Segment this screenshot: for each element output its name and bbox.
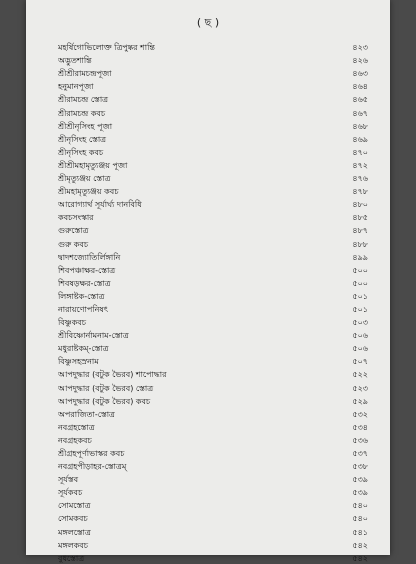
- toc-entry-title: শ্রীরামচন্দ্র স্তোত্র: [58, 95, 109, 105]
- toc-entry: [58, 276, 368, 289]
- toc-entry-title: অদ্ভুতশান্তি: [58, 56, 92, 66]
- toc-entry-title: নবগ্রহকবচ: [58, 435, 92, 445]
- toc-entry: [58, 250, 368, 263]
- toc-entry-title: সোমকবচ: [58, 514, 88, 524]
- toc-entry: [58, 223, 368, 236]
- toc-entry: [58, 184, 368, 197]
- toc-entry-page: ৫২২: [352, 370, 368, 380]
- toc-entry: [58, 145, 368, 158]
- toc-entry: [58, 236, 368, 249]
- toc-entry-page: ৪৮০: [352, 200, 368, 210]
- toc-entry-title: শ্রীশ্রীরামচন্দ্রপূজা: [58, 69, 112, 79]
- toc-entry-page: ৫৪২: [352, 553, 368, 563]
- toc-entry-title: গুরুস্তোত্র: [58, 226, 89, 236]
- toc-entry-page: ৫৩৪: [352, 422, 368, 432]
- toc-entry-title: শ্রীগ্রহপূর্ণাভাস্কর কবচ: [58, 449, 125, 458]
- toc-entry: [58, 538, 368, 551]
- toc-entry-page: ৫৩৯: [352, 475, 368, 485]
- toc-entry-title: শ্রীশ্রীনৃসিংহ পূজা: [58, 121, 113, 131]
- toc-entry: [58, 158, 368, 171]
- toc-entry-page: ৪৯৯: [352, 252, 368, 262]
- toc-entry-page: ৫২৯: [352, 396, 368, 406]
- toc-entry: [58, 433, 368, 446]
- toc-entry-page: ৫৪০: [352, 501, 368, 511]
- toc-entry: [58, 66, 368, 79]
- toc-entry-page: ৪৬৮: [352, 121, 368, 131]
- toc-entry-title: বুধস্তোত্র: [58, 553, 85, 563]
- table-of-contents: [58, 40, 368, 564]
- toc-entry-title: শ্রীনৃসিংহ স্তোত্র: [58, 134, 107, 144]
- toc-entry-title: শ্রীমহামৃত্যুঞ্জয় কবচ: [58, 187, 119, 197]
- toc-entry: [58, 485, 368, 498]
- toc-entry: [58, 302, 368, 315]
- toc-entry-title: সূর্যকবচ: [58, 488, 83, 498]
- toc-entry-title: আরোগ্যার্থ সূর্যার্ঘ্য দানবিধি: [58, 200, 142, 210]
- toc-entry-page: ৪২৩: [352, 43, 368, 53]
- toc-entry-page: ৫৪০: [352, 514, 368, 524]
- toc-entry: [58, 132, 368, 145]
- toc-entry-title: মঙ্গলকবচ: [58, 540, 89, 550]
- toc-entry: [58, 79, 368, 92]
- toc-entry: [58, 40, 368, 53]
- toc-entry-title: শিবপঞ্চাক্ষর-স্তোত্র: [58, 265, 116, 275]
- toc-entry-title: সূর্যস্তব: [58, 475, 79, 485]
- toc-entry-title: নারায়ণোপনিষৎ: [58, 304, 109, 314]
- toc-entry-title: আপদুদ্ধার (বটুক ভৈরব) স্তোত্র: [58, 383, 154, 393]
- book-page: [26, 0, 390, 563]
- toc-entry: [58, 498, 368, 511]
- toc-entry: [58, 210, 368, 223]
- toc-entry: [58, 446, 368, 459]
- toc-entry-title: নবগ্রহপীড়াহর-স্তোত্রম্: [58, 462, 127, 472]
- toc-entry-page: ৫৪২: [352, 540, 368, 550]
- toc-entry-page: ৫২৩: [352, 383, 368, 393]
- toc-entry-page: ৫৩৭: [352, 449, 368, 458]
- toc-entry: [58, 263, 368, 276]
- toc-entry-page: ৪৭৮: [352, 187, 368, 197]
- toc-entry-page: ৪৬৪: [352, 82, 368, 92]
- toc-entry: [58, 459, 368, 472]
- toc-entry-page: ৫৩২: [352, 409, 368, 419]
- toc-entry-page: ৫৩৬: [352, 435, 368, 445]
- toc-entry: [58, 420, 368, 433]
- toc-entry: [58, 53, 368, 66]
- toc-entry: [58, 367, 368, 380]
- toc-entry-page: ৫০১: [352, 304, 368, 314]
- toc-entry-page: ৫০৩: [352, 318, 368, 328]
- toc-entry-page: ৫০১: [352, 291, 368, 301]
- toc-entry-title: শ্রীবিষ্ণোর্নামনাম-স্তোত্র: [58, 331, 129, 341]
- toc-entry-page: ৪৬৫: [352, 95, 368, 105]
- toc-entry: [58, 524, 368, 537]
- toc-entry-page: ৪৬৩: [352, 69, 368, 79]
- toc-entry-title: শ্রীরামচন্দ্র কবচ: [58, 108, 106, 118]
- toc-entry: [58, 92, 368, 105]
- toc-entry-title: নবগ্রহস্তোত্র: [58, 422, 95, 432]
- toc-entry-title: শ্রীমৃত্যুঞ্জয় স্তোত্র: [58, 174, 111, 184]
- toc-entry: [58, 511, 368, 524]
- toc-entry-page: ৫০৬: [352, 344, 368, 354]
- toc-entry: [58, 171, 368, 184]
- toc-entry-page: ৪৭০: [352, 147, 368, 157]
- toc-entry-page: ৪২৬: [352, 56, 368, 66]
- toc-entry-title: শ্রীনৃসিংহ কবচ: [58, 147, 104, 157]
- toc-entry: [58, 354, 368, 367]
- toc-entry: [58, 341, 368, 354]
- toc-entry: [58, 289, 368, 302]
- toc-entry-title: অপরাজিতা-স্তোত্র: [58, 409, 115, 419]
- toc-entry-page: ৪৮৫: [352, 213, 368, 223]
- toc-entry-title: দ্বাদশজ্যোতির্লিঙ্গানি: [58, 252, 121, 262]
- toc-entry-page: ৪৮৭: [352, 226, 368, 236]
- toc-entry-page: ৪৬৯: [352, 134, 368, 144]
- toc-entry-page: ৫৩৯: [352, 488, 368, 498]
- toc-entry: [58, 407, 368, 420]
- toc-entry: [58, 551, 368, 564]
- toc-entry-page: ৫০০: [352, 278, 368, 288]
- toc-entry-title: আপদুদ্ধার (বটুক ভৈরব) শাপোদ্ধার: [58, 370, 167, 380]
- toc-entry-page: ৫৩৮: [352, 462, 368, 472]
- toc-entry: [58, 197, 368, 210]
- toc-entry-title: মহর্ষিগোভিলোক্ত ত্রিপুষ্কর শান্তি: [58, 43, 155, 53]
- toc-entry: [58, 472, 368, 485]
- toc-entry: [58, 328, 368, 341]
- toc-entry-title: আপদুদ্ধার (বটুক ভৈরব) কবচ: [58, 396, 151, 406]
- toc-entry-page: ৪৮৮: [352, 239, 368, 249]
- toc-entry-page: ৫০৭: [352, 357, 368, 367]
- toc-entry: [58, 315, 368, 328]
- toc-entry-title: সোমস্তোত্র: [58, 501, 91, 511]
- toc-entry: [58, 105, 368, 118]
- toc-entry-page: ৪৭২: [352, 160, 368, 170]
- toc-entry-title: মঙ্গলস্তোত্র: [58, 527, 91, 537]
- toc-entry-page: ৫০০: [352, 265, 368, 275]
- toc-entry-page: ৫০৬: [352, 331, 368, 341]
- toc-entry-title: বিষ্ণুকবচ: [58, 318, 87, 328]
- toc-entry-title: মধুরাষ্টকম্-স্তোত্র: [58, 344, 109, 354]
- toc-entry-title: শিবষড়ক্ষর-স্তোত্র: [58, 278, 111, 288]
- toc-entry-page: ৪৬৭: [352, 108, 368, 118]
- toc-entry-title: শ্রীশ্রীমহামৃত্যুঞ্জয় পূজা: [58, 160, 128, 170]
- toc-entry: [58, 119, 368, 132]
- toc-entry-page: ৪৭৬: [352, 174, 368, 184]
- toc-entry-title: বিষ্ণুসহস্রনাম: [58, 357, 99, 367]
- toc-entry-title: গুরু কবচ: [58, 239, 89, 249]
- toc-entry: [58, 380, 368, 393]
- toc-entry: [58, 394, 368, 407]
- toc-entry-title: কবচসংস্কার: [58, 213, 94, 223]
- toc-entry-title: লিঙ্গাষ্টক-স্তোত্র: [58, 291, 105, 301]
- page-number-header: ( ছ ): [196, 16, 220, 29]
- toc-entry-title: হনুমানপূজা: [58, 82, 94, 92]
- toc-entry-page: ৫৪১: [352, 527, 368, 537]
